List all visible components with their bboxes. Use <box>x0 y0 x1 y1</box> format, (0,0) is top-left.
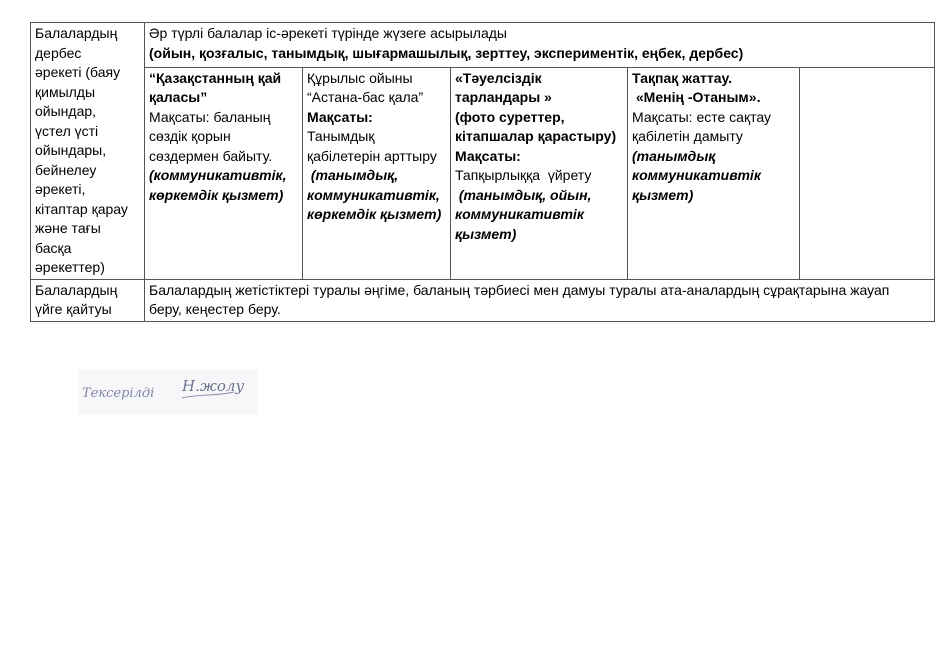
activity-header-cell <box>145 23 935 68</box>
activity-cell-1 <box>145 67 303 279</box>
label-line: және тағы <box>35 220 101 236</box>
row-label-independent-activity <box>31 23 145 280</box>
label-line: үйге қайтуы <box>35 301 112 317</box>
label-line: ойындары, <box>35 142 107 158</box>
activity-goal: Тапқырлыққа үйрету <box>455 167 592 183</box>
activity-cell-2 <box>303 67 451 279</box>
label-line: бейнелеу <box>35 161 97 178</box>
activity-type: (коммуникативтік, <box>149 167 287 183</box>
activity-type: қызмет) <box>632 186 694 203</box>
activity-goal: қабілетерін арттыру <box>307 147 437 164</box>
activity-title: “Астана-бас қала” <box>307 89 424 105</box>
activity-cell-empty <box>800 67 935 279</box>
activity-goal: Мақсаты: есте сақтау <box>632 108 771 125</box>
activity-goal: сөздік қорын <box>149 128 231 144</box>
activity-goal-label: Мақсаты: <box>307 108 373 125</box>
header-line: Әр түрлі балалар іс-әрекеті түрінде жүзеге асырылады <box>149 25 507 41</box>
activity-cell-4 <box>628 67 800 279</box>
activity-title: тарландары » <box>455 89 552 105</box>
activity-cell-3 <box>451 67 628 279</box>
schedule-table <box>30 22 935 322</box>
activity-type: (танымдық, <box>307 167 399 183</box>
activity-title: кітапшалар қарастыру) <box>455 128 617 144</box>
activity-goal: Танымдық <box>307 128 375 144</box>
label-line: әрекеті, <box>35 181 86 197</box>
table-row-home <box>31 279 935 321</box>
activity-title: (фото суреттер, <box>455 108 565 125</box>
activity-types-line: (ойын, қозғалыс, танымдық, шығармашылық, зерттеу, экспериментік, еңбек, дербес) <box>149 44 744 61</box>
table-row-activities <box>31 67 935 279</box>
activity-type: көркемдік қызмет) <box>149 186 284 203</box>
activity-goal: сөздермен байыту. <box>149 147 273 164</box>
activity-type: коммуникативтік <box>632 167 761 183</box>
activity-type: коммуникативтік, <box>307 186 440 203</box>
activity-title: Құрылыс ойыны <box>307 69 413 86</box>
activity-title: «Тәуелсіздік <box>455 69 542 86</box>
activity-type: көркемдік қызмет) <box>307 206 442 222</box>
activity-title: Тақпақ жаттау. <box>632 69 732 86</box>
label-line: кітаптар қарау <box>35 200 128 217</box>
activity-type: (танымдық <box>632 147 716 164</box>
label-line: үстел үсті <box>35 122 99 139</box>
label-line: ойындар, <box>35 103 97 119</box>
label-line: Балалардың <box>35 25 118 41</box>
content-line: Балалардың жетістіктері туралы әңгіме, баланың тәрбиесі мен дамуы туралы ата-аналардың сұрақтарына жауап <box>149 281 890 298</box>
activity-title: “Қазақстанның қай <box>149 69 282 86</box>
row-label-going-home <box>31 279 145 321</box>
signature-image <box>78 370 258 414</box>
label-line: қимылды <box>35 83 96 100</box>
signature-text: Тексерілді <box>82 386 155 401</box>
activity-type: (танымдық, ойын, <box>455 186 592 203</box>
signature-initials: Н.жолу <box>182 377 245 395</box>
activity-goal: қабілетін дамыту <box>632 128 743 144</box>
label-line: дербес <box>35 44 82 61</box>
content-line: беру, кеңестер беру. <box>149 301 281 317</box>
activity-goal-label: Мақсаты: <box>455 147 521 164</box>
activity-type: қызмет) <box>455 225 517 242</box>
activity-title: «Менің -Отаным». <box>632 89 761 105</box>
label-line: Балалардың <box>35 281 118 298</box>
going-home-content <box>145 279 935 321</box>
label-line: әрекеттер) <box>35 259 105 275</box>
activity-title: қаласы” <box>149 89 208 105</box>
label-line: әрекеті (баяу <box>35 64 121 80</box>
label-line: басқа <box>35 239 72 256</box>
activity-type: коммуникативтік <box>455 206 584 222</box>
activity-goal: Мақсаты: баланың <box>149 108 271 125</box>
table-row-header <box>31 23 935 68</box>
